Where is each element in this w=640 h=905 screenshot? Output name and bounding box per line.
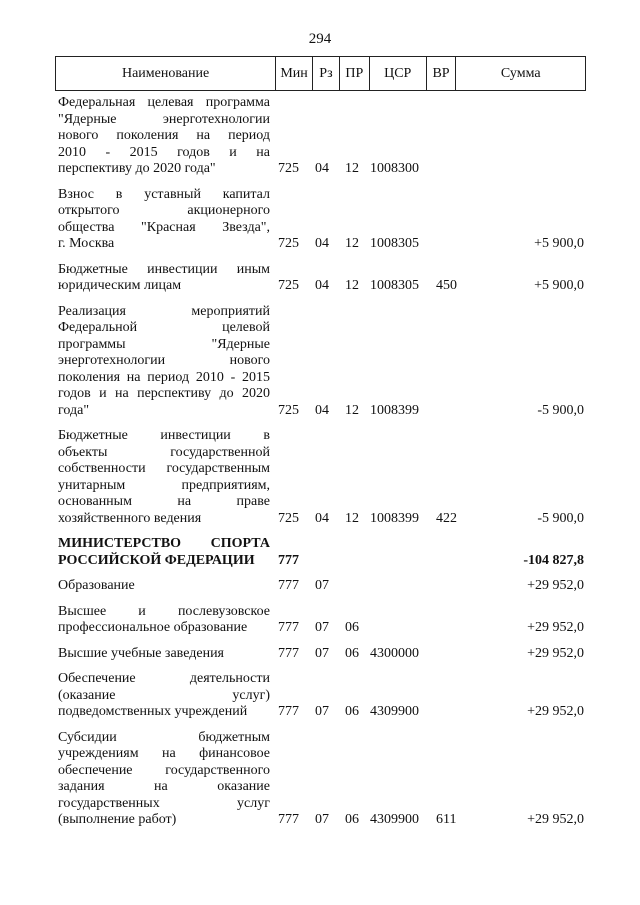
row-name xyxy=(55,187,270,253)
row-min: 777 xyxy=(278,552,299,568)
row-name-line: нового поколения на период xyxy=(58,128,270,143)
row-sum: +29 952,0 xyxy=(527,645,584,661)
row-name-line: объекты государственной xyxy=(58,444,270,460)
row-name-line: поколения на период 2010 - 2015 xyxy=(58,369,270,385)
row-rz: 04 xyxy=(315,402,329,418)
row-rz: 07 xyxy=(315,704,329,719)
row-sum: +29 952,0 xyxy=(527,704,584,719)
row-sum: +29 952,0 xyxy=(527,578,584,593)
row-name-line: общества "Красная Звезда", xyxy=(58,219,270,235)
row-name-line: (оказание услуг) xyxy=(58,687,270,703)
row-name-line: открытого акционерного xyxy=(58,203,270,218)
row-name-line: программы "Ядерные xyxy=(58,336,270,352)
row-rz: 07 xyxy=(315,645,329,661)
table-row xyxy=(55,604,586,637)
row-sum: +29 952,0 xyxy=(527,812,584,827)
row-name-line: "Ядерные энерготехнологии xyxy=(58,111,270,127)
row-name xyxy=(55,304,270,420)
row-pr: 12 xyxy=(345,161,359,176)
row-name-line: Бюджетные инвестиции в xyxy=(58,428,270,443)
row-name-line: учреждениям на финансовое xyxy=(58,746,270,761)
row-min: 777 xyxy=(278,704,299,719)
row-csr: 1008399 xyxy=(370,402,419,418)
table-body xyxy=(55,95,586,829)
row-pr: 06 xyxy=(345,704,359,719)
row-sum: +5 900,0 xyxy=(534,236,584,251)
row-name-line: собственности государственным xyxy=(58,461,270,476)
row-min: 725 xyxy=(278,402,299,418)
row-name-line: Обеспечение деятельности xyxy=(58,671,270,686)
row-min: 777 xyxy=(278,578,299,593)
row-name xyxy=(55,428,270,527)
row-name-line: Образование xyxy=(58,578,135,593)
row-rz: 07 xyxy=(315,578,329,593)
row-name xyxy=(55,578,270,595)
row-vr: 450 xyxy=(436,278,457,293)
row-min: 725 xyxy=(278,278,299,293)
row-name-line: МИНИСТЕРСТВО СПОРТА xyxy=(58,536,270,551)
row-pr: 06 xyxy=(345,812,359,827)
table-row xyxy=(55,671,586,721)
row-csr: 1008300 xyxy=(370,161,419,176)
table-row xyxy=(55,95,586,178)
table-row xyxy=(55,578,586,595)
row-name-line: подведомственных учреждений xyxy=(58,704,248,719)
row-csr: 4309900 xyxy=(370,812,419,827)
row-name-line: года" xyxy=(58,402,90,418)
row-min: 777 xyxy=(278,812,299,827)
row-name xyxy=(55,95,270,178)
row-rz: 04 xyxy=(315,161,329,176)
row-sum: -104 827,8 xyxy=(523,552,584,568)
row-name-line: Высшее и послевузовское xyxy=(58,603,270,619)
row-name xyxy=(55,604,270,637)
row-name-line: Бюджетные инвестиции иным xyxy=(58,261,270,277)
row-csr: 1008399 xyxy=(370,510,419,526)
row-name-line: Реализация мероприятий xyxy=(58,303,270,319)
row-min: 725 xyxy=(278,161,299,176)
table-row xyxy=(55,187,586,253)
row-pr: 12 xyxy=(345,236,359,251)
row-name xyxy=(55,262,270,295)
row-name-line: юридическим лицам xyxy=(58,278,182,293)
row-name-line: перспективу до 2020 года" xyxy=(58,161,216,176)
row-rz: 07 xyxy=(315,620,329,635)
row-name-line: Высшие учебные заведения xyxy=(58,645,224,661)
row-name-line: Федеральной целевой xyxy=(58,320,270,335)
row-name-line: энерготехнологии нового xyxy=(58,353,270,368)
row-name-line: основанным на праве xyxy=(58,494,270,509)
row-name xyxy=(55,646,270,663)
row-min: 777 xyxy=(278,620,299,635)
row-name-line: государственных услуг xyxy=(58,795,270,811)
row-name-line: г. Москва xyxy=(58,236,115,251)
row-pr: 06 xyxy=(345,645,359,661)
row-sum: +5 900,0 xyxy=(534,278,584,293)
row-rz: 04 xyxy=(315,236,329,251)
budget-table xyxy=(55,56,586,829)
row-name-line: Взнос в уставный капитал xyxy=(58,186,270,202)
row-pr: 12 xyxy=(345,402,359,418)
row-csr: 4300000 xyxy=(370,645,419,661)
row-name xyxy=(55,536,270,569)
row-name xyxy=(55,730,270,829)
row-pr: 12 xyxy=(345,278,359,293)
column-header-vr: ВР xyxy=(426,57,456,90)
row-min: 725 xyxy=(278,510,299,526)
column-header-csr: ЦСР xyxy=(369,57,426,90)
row-csr: 1008305 xyxy=(370,236,419,251)
column-header-rz: Рз xyxy=(312,57,339,90)
table-row xyxy=(55,730,586,829)
row-name-line: (выполнение работ) xyxy=(58,812,177,827)
row-sum: -5 900,0 xyxy=(537,402,584,418)
row-name-line: хозяйственного ведения xyxy=(58,510,202,526)
table-row xyxy=(55,262,586,295)
row-pr: 06 xyxy=(345,620,359,635)
row-name-line: РОССИЙСКОЙ ФЕДЕРАЦИИ xyxy=(58,552,255,568)
page-number: 294 xyxy=(308,31,332,47)
column-header-name: Наименование xyxy=(121,65,210,81)
row-name-line: Федеральная целевая программа xyxy=(58,95,270,110)
table-row xyxy=(55,428,586,527)
row-name-line: 2010 - 2015 годов и на xyxy=(58,144,270,160)
row-name-line: обеспечение государственного xyxy=(58,762,270,778)
row-name-line: Субсидии бюджетным xyxy=(58,729,270,745)
row-csr: 4309900 xyxy=(370,704,419,719)
row-rz: 04 xyxy=(315,278,329,293)
row-min: 725 xyxy=(278,236,299,251)
table-row xyxy=(55,536,586,569)
row-vr: 611 xyxy=(436,812,457,827)
row-vr: 422 xyxy=(436,510,457,526)
row-name-line: унитарным предприятиям, xyxy=(58,477,270,493)
row-sum: -5 900,0 xyxy=(537,510,584,526)
table-row xyxy=(55,304,586,420)
column-header-pr: ПР xyxy=(339,57,369,90)
row-min: 777 xyxy=(278,645,299,661)
column-header-sum: Сумма xyxy=(455,57,585,90)
table-header xyxy=(55,56,586,91)
column-header-min: Мин xyxy=(275,57,312,90)
row-csr: 1008305 xyxy=(370,278,419,293)
row-name-line: годов и на перспективу до 2020 xyxy=(58,386,270,401)
row-sum: +29 952,0 xyxy=(527,620,584,635)
row-pr: 12 xyxy=(345,510,359,526)
row-rz: 04 xyxy=(315,510,329,526)
row-name-line: профессиональное образование xyxy=(58,620,248,635)
row-name-line: задания на оказание xyxy=(58,779,270,794)
row-name xyxy=(55,671,270,721)
row-rz: 07 xyxy=(315,812,329,827)
table-row xyxy=(55,646,586,663)
